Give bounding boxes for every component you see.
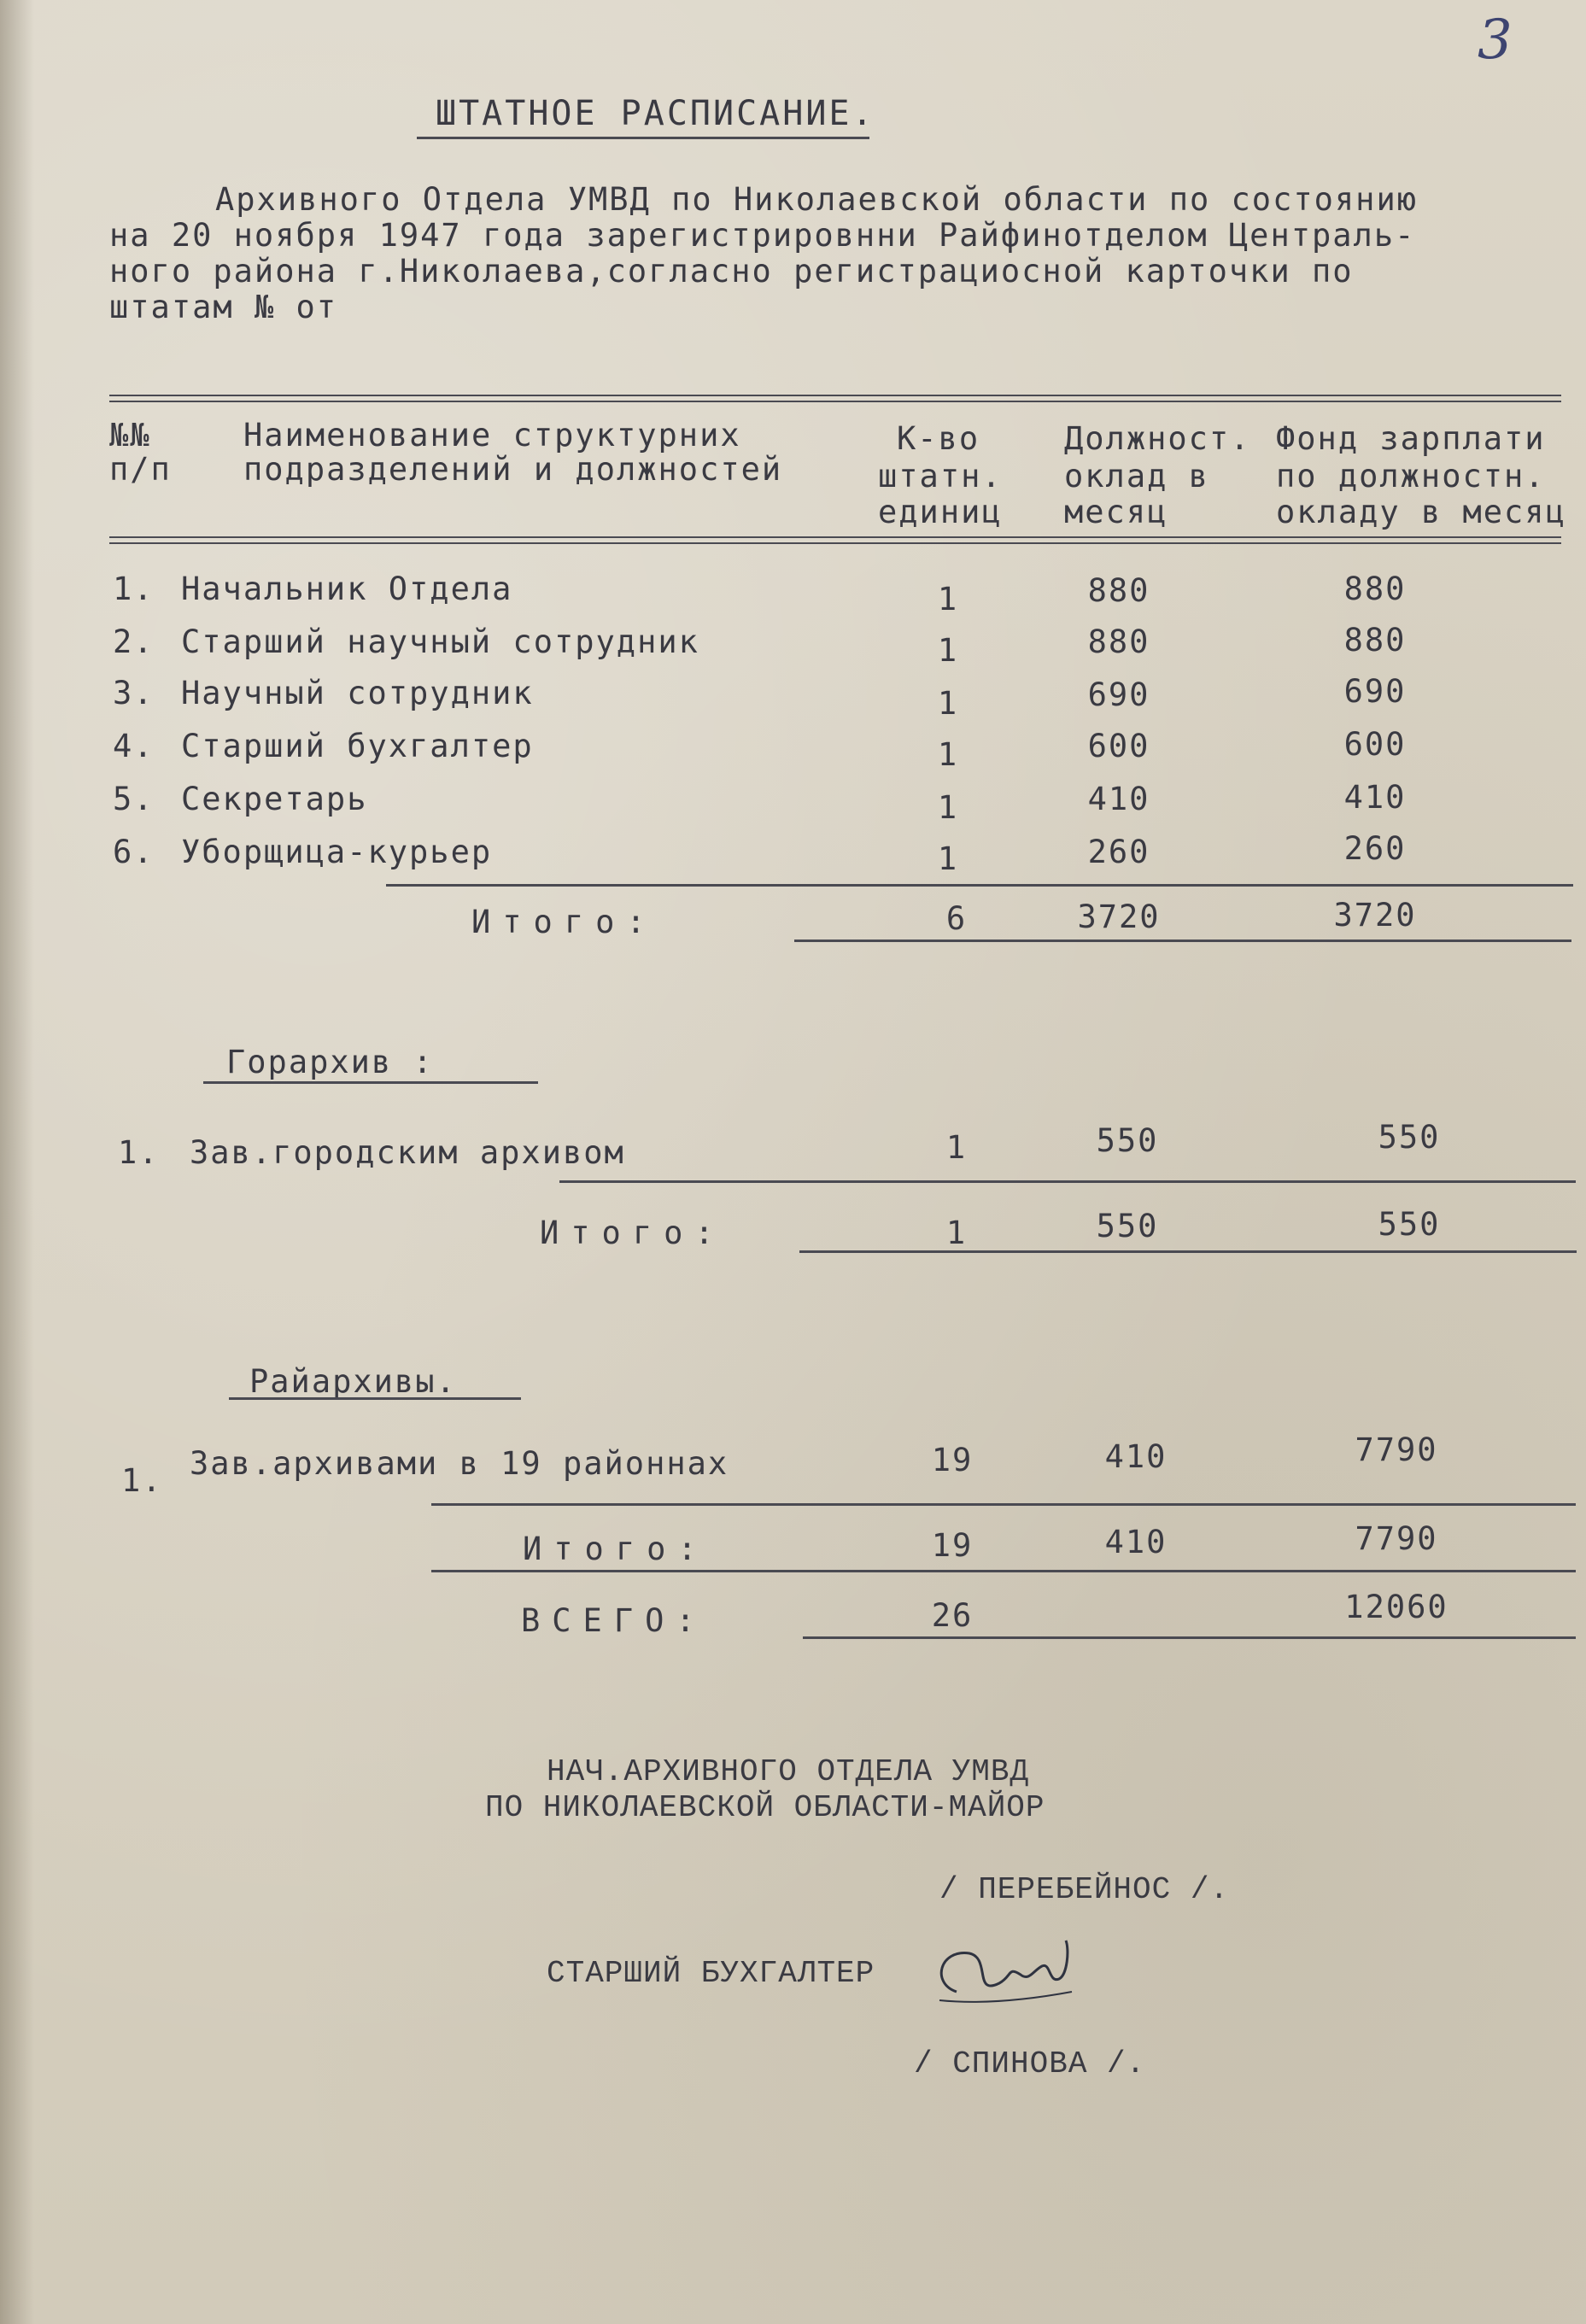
row-count: 1 [937, 632, 959, 669]
header-fund-2: по должностн. [1276, 458, 1546, 495]
row-fund: 690 [1343, 673, 1407, 710]
section3-total-fund: 7790 [1355, 1520, 1438, 1557]
section1-total-salary: 3720 [1077, 899, 1161, 935]
row-number: 1. [121, 1462, 163, 1499]
row-fund: 600 [1343, 726, 1407, 763]
grand-total-fund: 12060 [1344, 1589, 1448, 1625]
section1-total-label: Итого: [471, 904, 658, 940]
section3-heading: Райархивы. [249, 1363, 457, 1400]
header-count-2: штатн. [878, 458, 1003, 495]
grand-total-rule [803, 1636, 1576, 1639]
section3-total-label: Итого: [523, 1531, 709, 1567]
page-title: ШТАТНОЕ РАСПИСАНИЕ. [436, 94, 875, 133]
row-number: 4. [113, 728, 155, 764]
section1-total-count: 6 [945, 900, 968, 937]
header-count-1: К-во [897, 420, 980, 457]
row-number: 1. [118, 1134, 160, 1171]
section3-subtotal-rule [431, 1503, 1576, 1506]
grand-total-label: ВСЕГО: [521, 1602, 707, 1639]
section1-total-rule [794, 940, 1571, 942]
section2-heading: Горархив : [226, 1044, 434, 1080]
row-position: Старший научный сотрудник [181, 623, 699, 660]
header-salary-1: Должност. [1064, 420, 1251, 457]
row-salary: 410 [1087, 781, 1150, 817]
section1-subtotal-rule [386, 884, 1573, 887]
row-position: Научный сотрудник [181, 675, 534, 711]
section2-heading-underline [203, 1081, 538, 1084]
accountant-signature [922, 1932, 1093, 2017]
row-number: 1. [113, 571, 155, 607]
head-title-line-2: ПО НИКОЛАЕВСКОЙ ОБЛАСТИ-МАЙОР [485, 1790, 1045, 1825]
intro-line-1: Архивного Отдела УМВД по Николаевской области по состоянию [215, 181, 1419, 218]
row-count: 1 [937, 581, 959, 618]
row-fund: 7790 [1355, 1431, 1438, 1468]
section2-total-label: Итого: [540, 1215, 726, 1251]
row-salary: 880 [1087, 623, 1150, 660]
section2-subtotal-rule [559, 1180, 1576, 1183]
row-fund: 880 [1343, 571, 1407, 607]
row-count: 1 [937, 685, 959, 722]
row-position: Зав.городским архивом [190, 1134, 625, 1171]
head-name: / ПЕРЕБЕЙНОС /. [939, 1872, 1230, 1907]
row-position: Начальник Отдела [181, 571, 513, 607]
section1-total-fund: 3720 [1333, 897, 1417, 934]
head-title-line-1: НАЧ.АРХИВНОГО ОТДЕЛА УМВД [547, 1754, 1030, 1789]
row-fund: 550 [1378, 1119, 1441, 1156]
intro-line-2: на 20 ноября 1947 года зарегистрировнни Райфинотделом Централь- [109, 217, 1416, 254]
section2-total-rule [799, 1250, 1577, 1253]
header-name-2: подразделений и должностей [243, 451, 783, 488]
header-name-1: Наименование структурних [243, 417, 741, 454]
intro-line-3: ного района г.Николаева,согласно регистрациосной карточки по [109, 253, 1354, 290]
intro-line-4: штатам № от [109, 289, 338, 325]
header-num-1: №№ [109, 417, 151, 454]
row-position: Зав.архивами в 19 районнах [190, 1445, 729, 1482]
header-count-3: единиц [878, 494, 1003, 530]
header-fund-1: Фонд зарплати [1276, 420, 1546, 457]
row-count: 1 [937, 789, 959, 826]
grand-total-count: 26 [931, 1597, 974, 1634]
header-fund-3: окладу в месяц [1276, 494, 1566, 530]
row-position: Секретарь [181, 781, 368, 817]
row-count: 1 [937, 840, 959, 877]
table-top-rule [109, 395, 1561, 402]
row-fund: 260 [1343, 830, 1407, 867]
header-num-2: п/п [109, 451, 172, 488]
row-salary: 880 [1087, 572, 1150, 609]
row-number: 2. [113, 623, 155, 660]
row-salary: 410 [1104, 1438, 1168, 1475]
row-salary: 600 [1087, 728, 1150, 764]
row-position: Уборщица-курьер [181, 834, 493, 870]
row-number: 6. [113, 834, 155, 870]
header-salary-2: оклад в [1064, 458, 1209, 495]
page-number: 3 [1478, 9, 1513, 72]
row-salary: 690 [1087, 676, 1150, 713]
section2-total-fund: 550 [1378, 1206, 1441, 1243]
row-position: Старший бухгалтер [181, 728, 534, 764]
row-number: 3. [113, 675, 155, 711]
section3-total-salary: 410 [1104, 1524, 1168, 1560]
accountant-title: СТАРШИЙ БУХГАЛТЕР [547, 1956, 875, 1991]
header-salary-3: месяц [1064, 494, 1168, 530]
page-edge-shadow [0, 0, 34, 2324]
accountant-name: / СПИНОВА /. [914, 2046, 1146, 2081]
row-count: 1 [937, 736, 959, 773]
title-underline [417, 137, 869, 139]
row-salary: 550 [1096, 1122, 1159, 1159]
section3-total-rule [431, 1570, 1576, 1572]
row-count: 1 [945, 1129, 968, 1166]
section3-heading-underline [229, 1397, 521, 1400]
section2-total-salary: 550 [1096, 1208, 1159, 1244]
row-number: 5. [113, 781, 155, 817]
section3-total-count: 19 [931, 1527, 974, 1564]
table-header-rule [109, 536, 1561, 544]
row-fund: 410 [1343, 779, 1407, 816]
row-count: 19 [931, 1442, 974, 1478]
section2-total-count: 1 [945, 1215, 968, 1251]
row-salary: 260 [1087, 834, 1150, 870]
row-fund: 880 [1343, 622, 1407, 659]
